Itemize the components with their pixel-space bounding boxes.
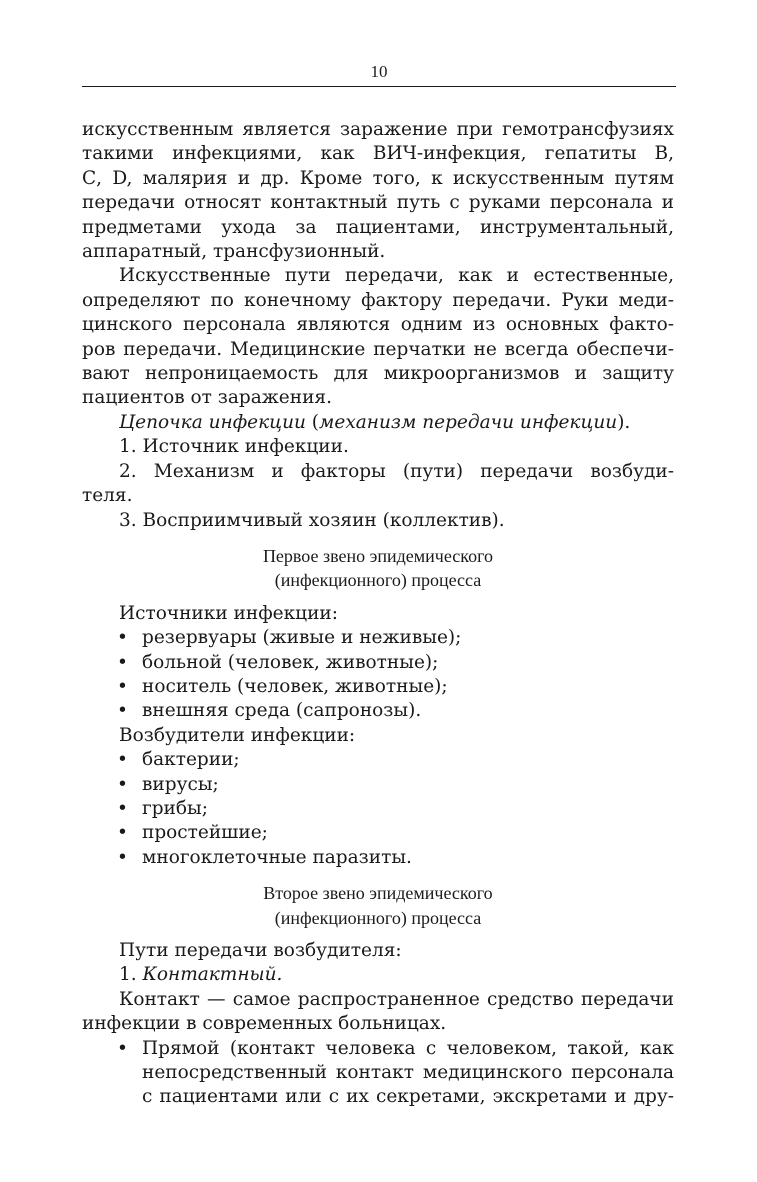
list-item [82, 821, 674, 845]
list-item-text: внешняя среда (сапронозы). [142, 700, 422, 722]
agents-label: Возбудители инфекции: [119, 724, 356, 746]
bullet-icon: • [117, 846, 128, 868]
list-item-direct-contact [82, 1037, 674, 1110]
text-line: инфекции в современных больницах. [82, 1013, 447, 1035]
list-item-text: многоклеточные паразиты. [142, 846, 412, 868]
text-line: пациентов от заражения. [82, 387, 332, 409]
list-item [82, 773, 674, 797]
route-1 [82, 963, 674, 987]
paragraph-artificial-routes [82, 264, 674, 410]
list-item [82, 748, 674, 772]
text-line: теля. [82, 485, 133, 507]
chain-title [82, 411, 674, 435]
bullet-icon: • [117, 773, 128, 795]
sources-list [82, 626, 674, 724]
text-line: С, D, малярия и др. Кроме того, к искусственным путям [82, 167, 674, 189]
sources-label: Источники инфекции: [119, 602, 338, 624]
list-item-text: резервуары (живые и неживые); [142, 627, 462, 649]
text-line: 2. Механизм и факторы (пути) передачи возбуди- [119, 460, 674, 482]
text-line: Контакт — самое распространенное средство передачи [119, 988, 674, 1010]
list-item-text: простейшие; [142, 822, 268, 844]
chain-item-1: 1. Источник инфекции. [119, 436, 349, 458]
bullet-icon: • [117, 675, 128, 697]
bullet-icon: • [117, 651, 128, 673]
text-line: передачи относят контактный путь с руками персонала и [82, 192, 674, 214]
list-item-text: больной (человек, животные); [142, 651, 439, 673]
text-line: аппаратный, трансфузионный. [82, 241, 386, 263]
list-item [82, 626, 674, 650]
route-number: 1. [119, 964, 143, 986]
header-rule [82, 86, 676, 87]
list-item [82, 651, 674, 675]
page-number: 10 [370, 62, 388, 81]
chain-title-italic: Цепочка инфекции [119, 411, 306, 433]
text-line: определяют по конечному фактору передачи. Руки меди- [82, 289, 674, 311]
text-line: искусственным является заражение при гемотрансфузиях [82, 119, 674, 140]
paren: ). [617, 411, 631, 433]
chain-item-3: 3. Восприимчивый хозяин (коллектив). [119, 509, 505, 531]
text-line: ров передачи. Медицинские перчатки не всегда обеспечи- [82, 338, 674, 360]
heading-line: Первое звено эпидемического [262, 545, 494, 566]
heading-line: Второе звено эпидемического [263, 883, 493, 904]
routes-label: Пути передачи возбудителя: [119, 940, 402, 961]
text-line: такими инфекциями, как ВИЧ-инфекция, гепатиты В, [82, 143, 674, 165]
list-item-text: грибы; [142, 797, 208, 819]
text-line: цинского персонала являются одним из основных факто- [82, 314, 674, 336]
list-item-text: вирусы; [142, 773, 219, 795]
bullet-icon: • [117, 749, 128, 771]
bullet-icon: • [117, 627, 128, 649]
bullet-icon: • [117, 700, 128, 722]
text-line: непосредственный контакт медицинского персонала [142, 1062, 674, 1084]
list-item-text: бактерии; [142, 749, 240, 771]
heading-line: (инфекционного) процесса [274, 907, 482, 928]
text-line: Искусственные пути передачи, как и естественные, [119, 265, 674, 287]
text-line: Прямой (контакт человека с человеком, такой, как [142, 1037, 674, 1059]
text-line: вают непроницаемость для микроорганизмов и защиту [82, 363, 674, 385]
chain-item-2 [82, 460, 674, 509]
bullet-icon: • [117, 1037, 128, 1059]
text-line: предметами ухода за пациентами, инструментальный, [82, 216, 674, 238]
paragraph-contact [82, 988, 674, 1037]
list-item-text: носитель (человек, животные); [142, 675, 448, 697]
list-item [82, 699, 674, 723]
list-item [82, 675, 674, 699]
paragraph-continuation [82, 118, 674, 264]
agents-list [82, 748, 674, 870]
heading-line: (инфекционного) процесса [274, 570, 482, 591]
bullet-icon: • [117, 797, 128, 819]
bullet-icon: • [117, 822, 128, 844]
list-item [82, 846, 674, 870]
section-heading-first-link [82, 544, 674, 593]
section-heading-second-link [82, 881, 674, 930]
list-item [82, 797, 674, 821]
page-body [82, 118, 674, 1110]
route-name-italic: Контактный. [142, 964, 283, 986]
chain-subtitle-italic: механизм передачи инфекции [319, 411, 618, 433]
paren: ( [305, 411, 320, 433]
text-line: с пациентами или с их секретами, экскретами и дру- [142, 1086, 674, 1108]
